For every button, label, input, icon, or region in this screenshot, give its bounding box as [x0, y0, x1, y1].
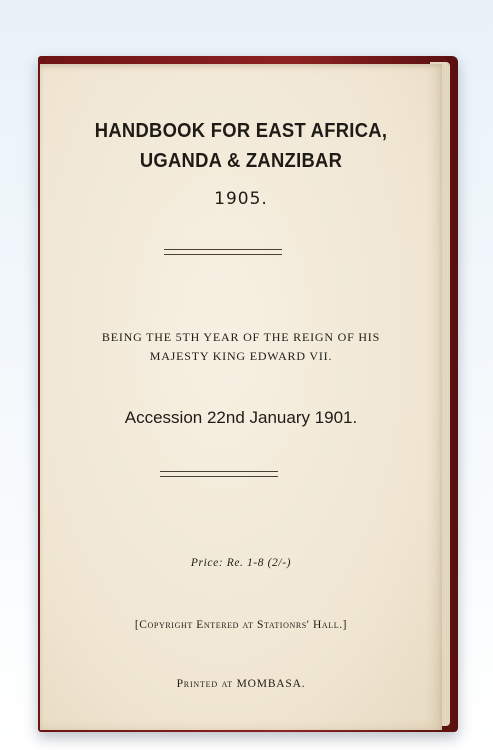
printed-at-line: Printed at MOMBASA. [176, 678, 306, 690]
title-page [40, 64, 442, 730]
publication-year: 1905. [214, 189, 268, 209]
copyright-line: [Copyright Entered at Stationrs' Hall.] [134, 619, 348, 631]
reign-line-1: BEING THE 5TH YEAR OF THE REIGN OF HIS [101, 330, 381, 344]
price-line: Price: Re. 1-8 (2/-) [190, 557, 292, 569]
divider-rule-top [164, 249, 282, 255]
accession-date: Accession 22nd January 1901. [124, 408, 358, 427]
reign-line-2: MAJESTY KING EDWARD VII. [149, 349, 333, 363]
book-title-line-2: UGANDA & ZANZIBAR [139, 150, 343, 172]
divider-rule-bottom [160, 471, 278, 477]
book-title-line-1: HANDBOOK FOR EAST AFRICA, [94, 120, 388, 142]
